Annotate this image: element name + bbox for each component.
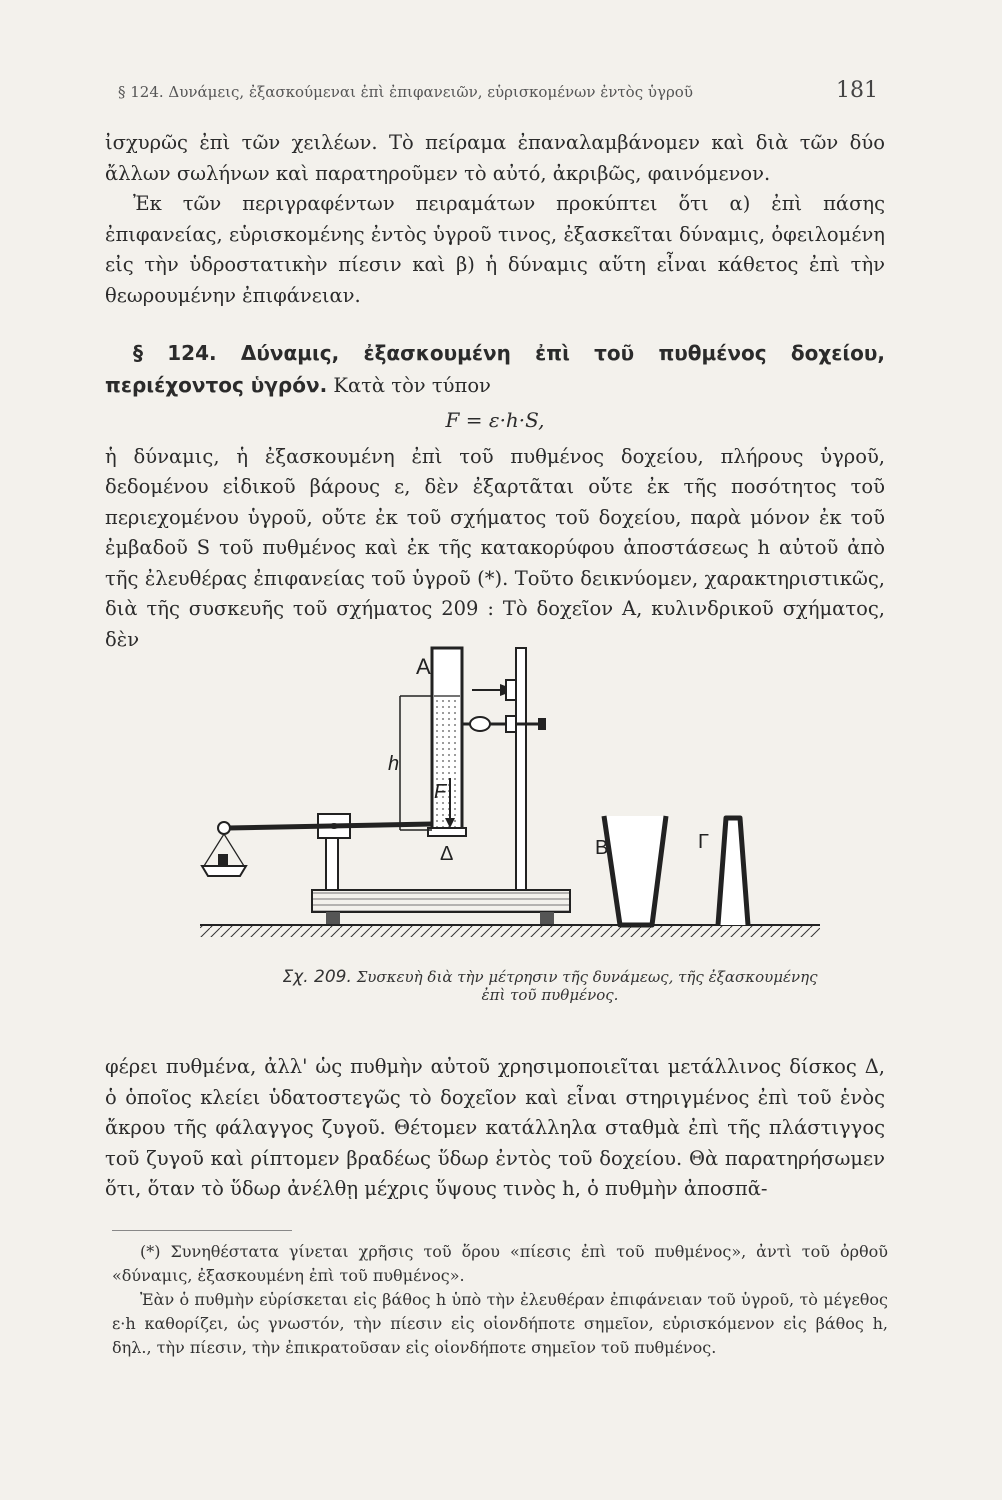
section-lead: Κατὰ τὸν τύπον [333, 373, 491, 397]
footnote-paragraph-1: (*) Συνηθέστατα γίνεται χρῆσις τοῦ ὅρου «πίεσις ἐπὶ τοῦ πυθμένος», ἀντὶ τοῦ ὀρθοῦ «δύναμις, ἐξασκουμένη ἐπὶ τοῦ πυθμένος». [112, 1242, 888, 1285]
footnote-paragraph-2: Ἐὰν ὁ πυθμὴν εὑρίσκεται εἰς βάθος h ὑπὸ τὴν ἐλευθέραν ἐπιφάνειαν τοῦ ὑγροῦ, τὸ μέγεθος ε·h καθορίζει, ὡς γνωστόν, τὴν πίεσιν εἰς οἱονδήποτε σημεῖον, εὑρισκόμενον εἰς βάθος h, δηλ., τὴν πίεσιν, τὴν ἐπικρατοῦσαν εἰς οἱονδήποτε σημεῖον τοῦ πυθμένος. [112, 1290, 888, 1357]
section-124 [105, 338, 885, 655]
footnote-rule [112, 1230, 292, 1231]
continuation-text [105, 1052, 885, 1205]
intro-paragraph-1: ἰσχυρῶς ἐπὶ τῶν χειλέων. Τὸ πείραμα ἐπαναλαμβάνομεν καὶ διὰ τῶν δύο ἄλλων σωλήνων καὶ παρατηροῦμεν τὸ αὐτό, ἀκριβῶς, φαινόμενον. [105, 131, 885, 185]
label-D: Δ [440, 843, 454, 865]
section-body: ἡ δύναμις, ἡ ἐξασκουμένη ἐπὶ τοῦ πυθμένος δοχείου, πλήρους ὑγροῦ, δεδομένου εἰδικοῦ βάρους ε, δὲν ἐξαρτᾶται οὔτε ἐκ τῆς ποσότητος τοῦ περιεχομένου ὑγροῦ, οὔτε ἐκ τοῦ σχήματος τοῦ δοχείου, παρὰ μόνον ἐκ τοῦ ἐμβαδοῦ S τοῦ πυθμένος καὶ ἐκ τῆς κατακορύφου ἀποστάσεως h αὐτοῦ ἀπὸ τῆς ἐλευθέρας ἐπιφανείας τοῦ ὑγροῦ (*). Τοῦτο δεικνύομεν, χαρακτηριστικῶς, διὰ τῆς συσκευῆς τοῦ σχήματος 209 : Τὸ δοχεῖον Α, κυλινδρικοῦ σχήματος, δὲν [105, 444, 885, 651]
running-head-title: § 124. Δυνάμεις, ἐξασκούμεναι ἐπὶ ἐπιφανειῶν, εὑρισκομένων ἐντὸς ὑγροῦ [118, 83, 693, 101]
figure-209-apparatus [200, 638, 880, 978]
vessel-A [428, 648, 490, 836]
base-board [312, 890, 570, 912]
figure-caption [270, 968, 830, 1004]
height-bracket [400, 696, 432, 830]
intro-paragraph-2: Ἐκ τῶν περιγραφέντων πειραμάτων προκύπτει ὅτι α) ἐπὶ πάσης ἐπιφανείας, εὑρισκομένης ἐντὸς ὑγροῦ τινος, ἐξασκεῖται δύναμις, ὀφειλομένη εἰς τὴν ὑδροστατικὴν πίεσιν καὶ β) ἡ δύναμις αὕτη εἶναι κάθετος ἐπὶ τὴν θεωρουμένην ἐπιφάνειαν. [105, 192, 885, 307]
footnote [112, 1240, 888, 1360]
vessel-B [604, 816, 666, 925]
retort-stand [462, 648, 546, 890]
label-A: Α [416, 654, 431, 679]
vessel-G [718, 818, 748, 925]
running-head [118, 78, 878, 103]
caption-text: Συσκευὴ διὰ τὴν μέτρησιν τῆς δυνάμεως, τῆς ἐξασκουμένης ἐπὶ τοῦ πυθμένος. [356, 968, 818, 1004]
intro-text [105, 128, 885, 311]
weight-icon [218, 854, 228, 866]
scale-pan [202, 834, 246, 876]
continuation-paragraph: φέρει πυθμένα, ἀλλ' ὡς πυθμὴν αὐτοῦ χρησιμοποιεῖται μετάλλινος δίσκος Δ, ὁ ὁποῖος κλείει ὑδατοστεγῶς τὸ δοχεῖον καὶ εἶναι στηριγμένος ἐπὶ τοῦ ἑνὸς ἄκρου τῆς φάλαγγος ζυγοῦ. Θέτομεν κατάλληλα σταθμὰ ἐπὶ τῆς πλάστιγγος τοῦ ζυγοῦ καὶ ρίπτομεν βραδέως ὕδωρ ἐντὸς τοῦ δοχείου. Θὰ παρατηρήσωμεν ὅτι, ὅταν τὸ ὕδωρ ἀνέλθῃ μέχρις ὕψους τινὸς h, ὁ πυθμὴν ἀποσπᾶ- [105, 1055, 885, 1200]
page-number: 181 [836, 78, 878, 103]
label-B: Β [595, 837, 609, 859]
caption-label: Σχ. 209. [282, 967, 352, 987]
label-F: F [434, 781, 447, 803]
label-G: Γ [698, 831, 710, 853]
ground-hatching [200, 925, 820, 937]
section-heading: § 124. Δύναμις, ἐξασκουμένη ἐπὶ τοῦ πυθμένος δοχείου, περιέχοντος ὑγρόν. [105, 341, 885, 397]
formula: F = ε·h·S, [445, 408, 545, 432]
label-h: h [388, 753, 400, 775]
